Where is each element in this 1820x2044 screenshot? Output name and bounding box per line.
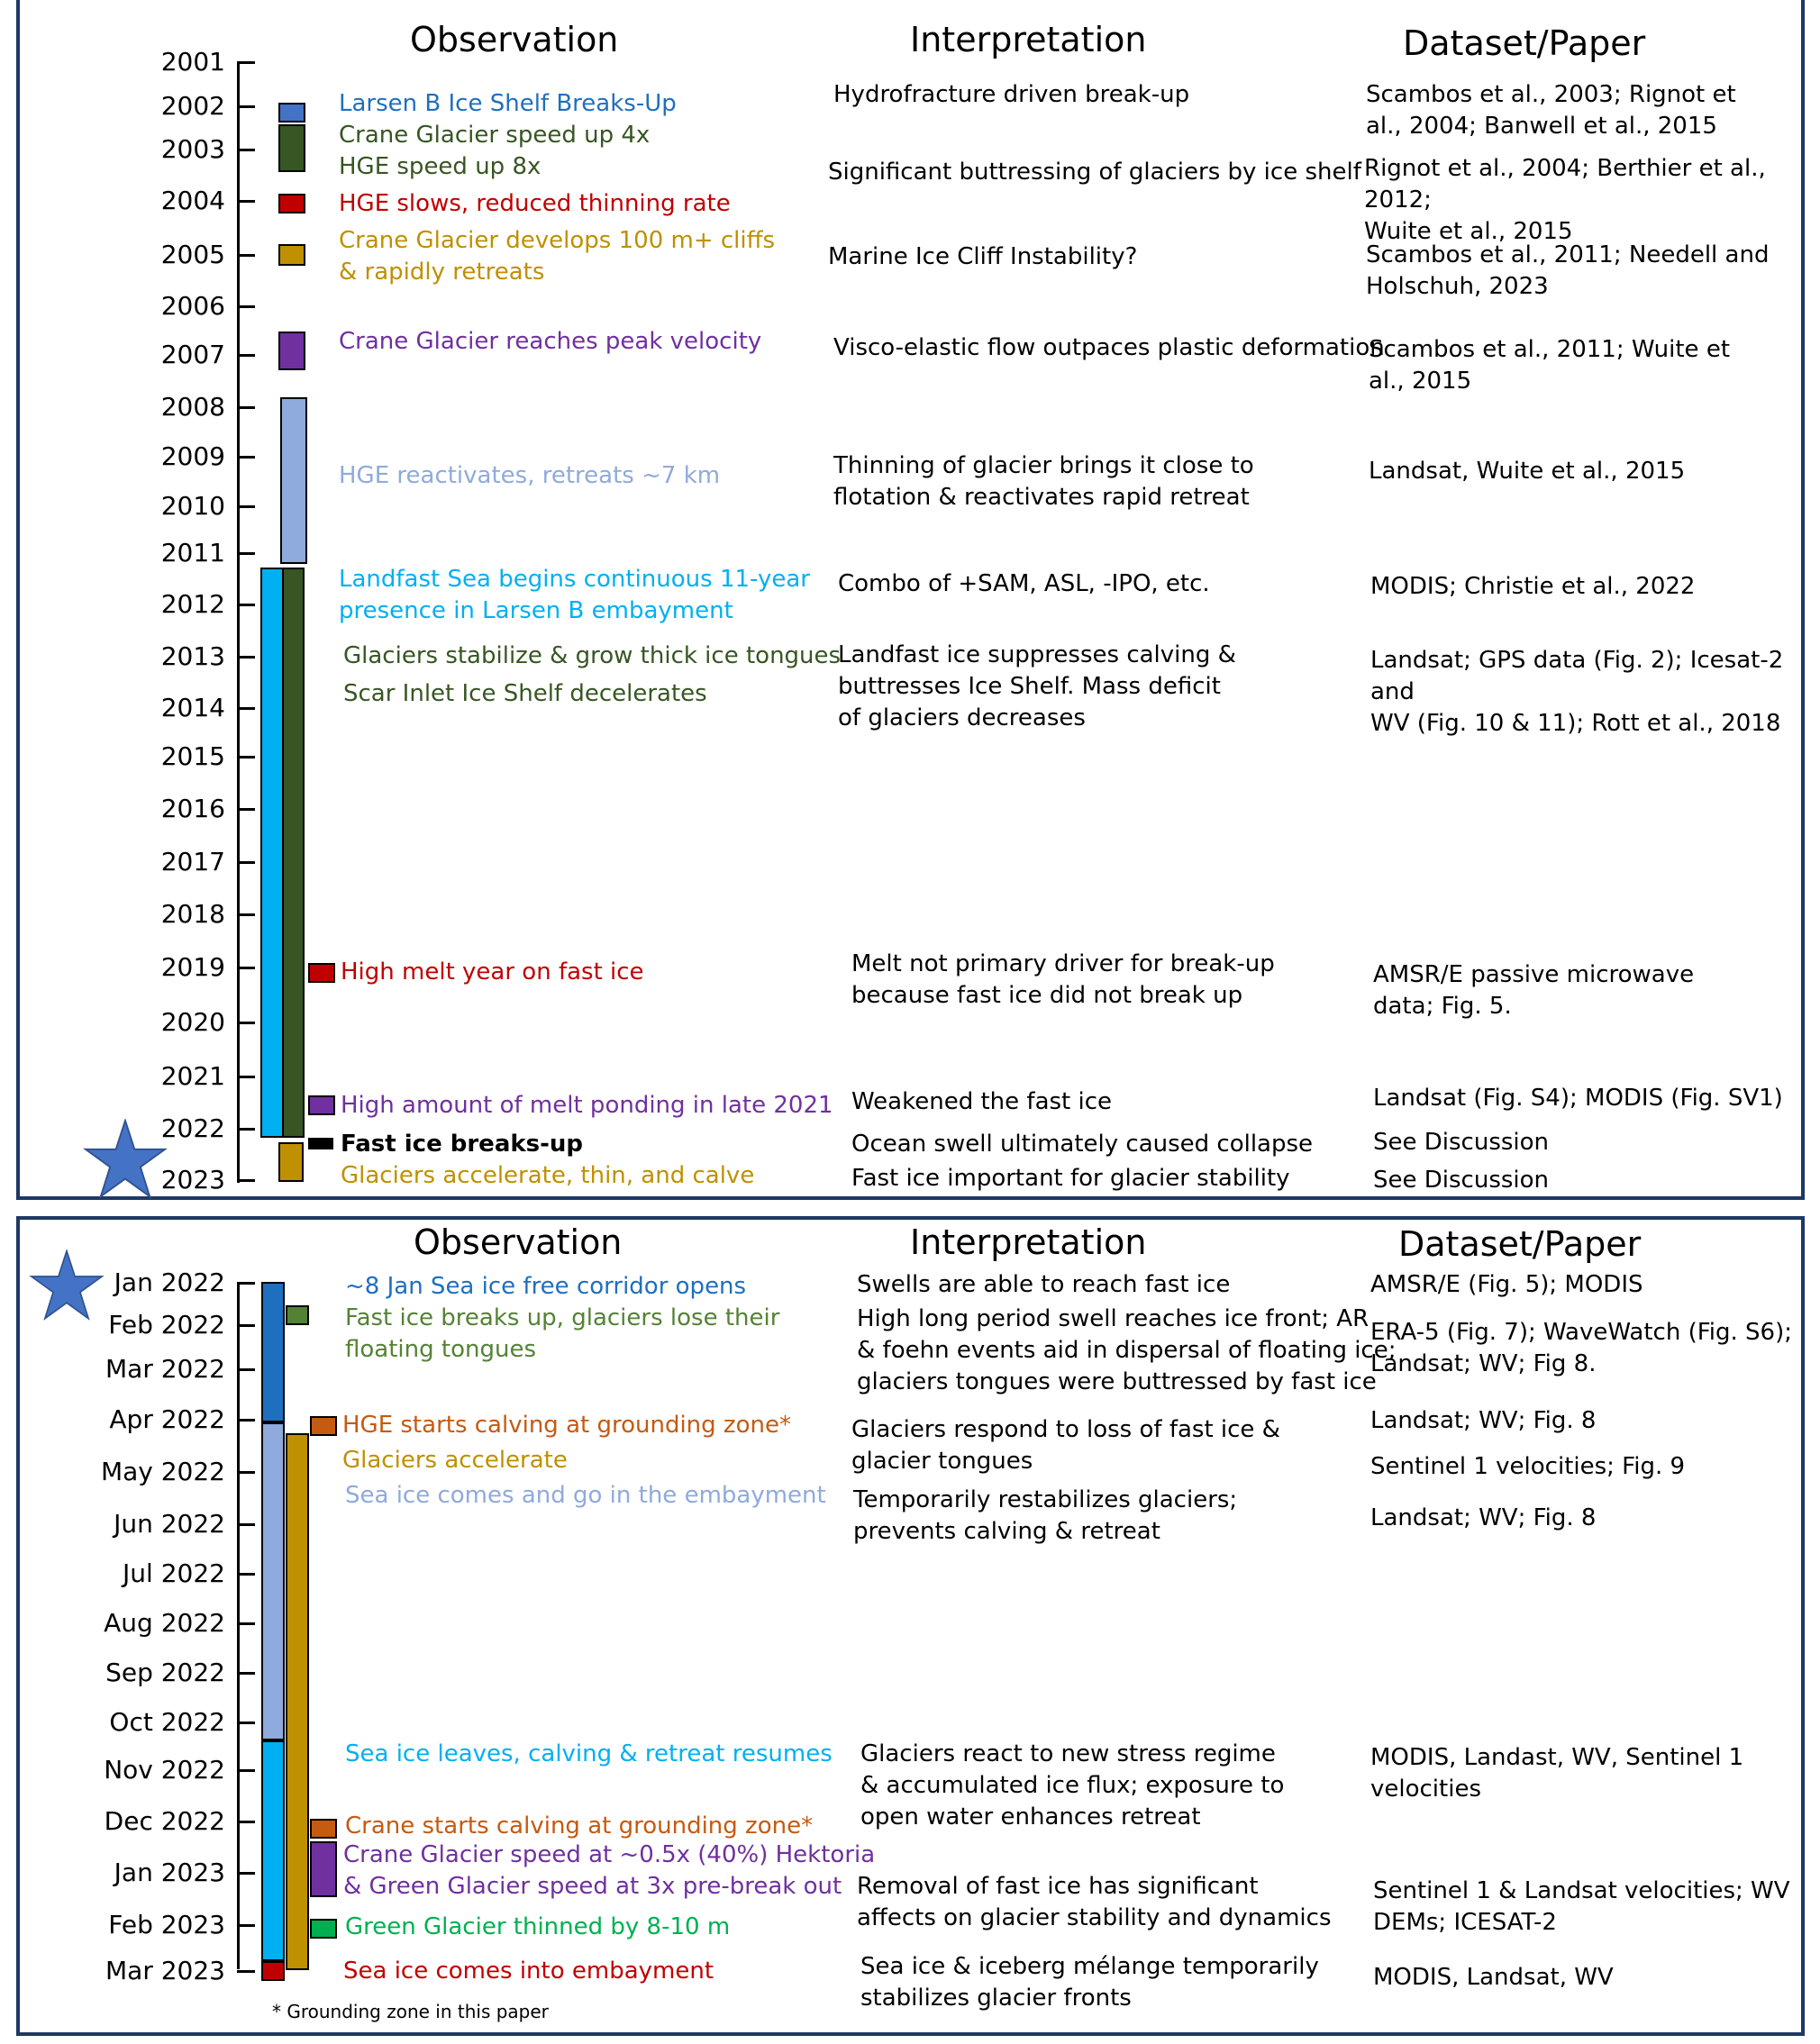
obs-crane-peak-velocity: Crane Glacier reaches peak velocity xyxy=(339,328,762,355)
year-axis-label: 2003 xyxy=(160,134,225,164)
month-axis-tick xyxy=(237,1419,255,1422)
month-axis-label: Aug 2022 xyxy=(104,1608,225,1638)
month-axis-tick xyxy=(237,1282,255,1285)
obs2-green-thinned: Green Glacier thinned by 8-10 m xyxy=(345,1913,731,1940)
year-axis-label: 2020 xyxy=(160,1007,225,1037)
interp-melt-not-driver: Melt not primary driver for break-up because fast ice did not break up xyxy=(851,950,1275,1009)
data-landsat-s4: Landsat (Fig. S4); MODIS (Fig. SV1) xyxy=(1373,1085,1783,1112)
bar-green-glacier-thinned xyxy=(310,1919,337,1939)
year-axis-label: 2023 xyxy=(160,1165,225,1195)
data-amsr-passive: AMSR/E passive microwave data; Fig. 5. xyxy=(1373,961,1695,1020)
month-axis-tick xyxy=(237,1622,255,1625)
data2-sentinel-landsat: Sentinel 1 & Landsat velocities; WV DEMs; ICESAT-2 xyxy=(1373,1877,1790,1936)
month-axis-label: Feb 2022 xyxy=(108,1310,225,1340)
year-axis-tick xyxy=(237,967,255,969)
year-axis-label: 2021 xyxy=(160,1061,225,1091)
year-axis-line xyxy=(237,61,240,1183)
header-interpretation-2: Interpretation xyxy=(910,1222,1147,1262)
year-axis-tick xyxy=(237,1076,255,1078)
year-axis-label: 2016 xyxy=(160,794,225,823)
month-axis-tick xyxy=(237,1970,255,1973)
bar-landfast-sea-ice xyxy=(260,568,285,1138)
month-axis-tick xyxy=(237,1573,255,1576)
year-axis-label: 2018 xyxy=(160,899,225,929)
header-observation-2: Observation xyxy=(414,1222,623,1262)
obs-hge-reactivates: HGE reactivates, retreats ~7 km xyxy=(339,462,721,489)
obs-glaciers-accelerate: Glaciers accelerate, thin, and calve xyxy=(341,1162,755,1189)
obs2-crane-speed: Crane Glacier speed at ~0.5x (40%) Hektoria & Green Glacier speed at 3x pre-break out xyxy=(343,1841,876,1900)
obs2-fast-ice-breaks: Fast ice breaks up, glaciers lose their floating tongues xyxy=(345,1304,780,1363)
year-axis-label: 2002 xyxy=(160,91,225,121)
month-axis-tick xyxy=(237,1722,255,1724)
obs-hge-speed-up: HGE speed up 8x xyxy=(339,153,541,180)
obs-crane-speed-up: Crane Glacier speed up 4x xyxy=(339,122,651,149)
bar-crane-speed xyxy=(310,1841,337,1897)
obs-high-melt-year: High melt year on fast ice xyxy=(341,958,644,986)
obs-glaciers-stabilize: Glaciers stabilize & grow thick ice tongues xyxy=(343,642,842,669)
month-axis-tick xyxy=(237,1924,255,1927)
year-axis-tick xyxy=(237,552,255,555)
month-axis-label: May 2022 xyxy=(100,1457,225,1486)
interp-hydrofracture: Hydrofracture driven break-up xyxy=(833,81,1190,108)
month-axis-label: Feb 2023 xyxy=(108,1910,225,1940)
bar-hge-reactivates xyxy=(280,397,307,564)
obs-melt-ponding: High amount of melt ponding in late 2021 xyxy=(341,1092,833,1119)
footnote-grounding-zone: * Grounding zone in this paper xyxy=(272,2001,549,2022)
year-axis-tick xyxy=(237,406,255,409)
data2-modis-landsat-wv: MODIS, Landsat, WV xyxy=(1373,1964,1614,1991)
year-axis-label: 2013 xyxy=(160,641,225,671)
bar-hge-slows xyxy=(278,194,305,213)
year-axis-tick xyxy=(237,656,255,659)
obs2-glaciers-accelerate: Glaciers accelerate xyxy=(342,1447,568,1474)
year-axis-label: 2004 xyxy=(160,186,225,215)
year-axis-label: 2006 xyxy=(160,291,225,321)
data2-amsr: AMSR/E (Fig. 5); MODIS xyxy=(1370,1271,1643,1298)
year-axis-tick xyxy=(237,505,255,508)
bar-sea-ice-returns xyxy=(261,1961,285,1981)
bar-melt-ponding xyxy=(308,1095,335,1115)
interp-thinning: Thinning of glacier brings it close to flotation & reactivates rapid retreat xyxy=(833,452,1254,511)
interp-fast-ice-important: Fast ice important for glacier stability xyxy=(851,1165,1290,1192)
month-axis-tick xyxy=(237,1872,255,1875)
data-modis-christie: MODIS; Christie et al., 2022 xyxy=(1370,573,1696,600)
year-axis-label: 2010 xyxy=(160,491,225,521)
bar-crane-cliffs xyxy=(278,244,305,266)
year-axis-label: 2001 xyxy=(160,47,225,77)
year-axis-label: 2007 xyxy=(160,340,225,369)
data-scambos-2003: Scambos et al., 2003; Rignot et al., 2004; Banwell et al., 2015 xyxy=(1366,81,1736,140)
interp-visco-elastic: Visco-elastic flow outpaces plastic deformation xyxy=(833,334,1385,361)
year-axis-tick xyxy=(237,808,255,811)
interp-buttressing: Significant buttressing of glaciers by ice shelf xyxy=(828,159,1361,186)
month-axis-label: Sep 2022 xyxy=(105,1658,225,1687)
bar-fast-ice-breakup xyxy=(308,1138,333,1149)
bar-sea-ice-free-corridor xyxy=(261,1282,285,1422)
obs2-crane-calving: Crane starts calving at grounding zone* xyxy=(345,1812,814,1840)
year-axis-label: 2009 xyxy=(160,441,225,471)
obs2-corridor-opens: ~8 Jan Sea ice free corridor opens xyxy=(345,1273,747,1300)
header-interpretation: Interpretation xyxy=(910,20,1147,59)
year-axis-label: 2005 xyxy=(160,240,225,269)
month-axis-label: Jun 2022 xyxy=(114,1509,225,1539)
bar-larsen-b-breakup xyxy=(278,103,305,123)
year-axis-label: 2011 xyxy=(160,538,225,568)
interp-combo: Combo of +SAM, ASL, -IPO, etc. xyxy=(838,570,1210,597)
month-axis-label: Jan 2023 xyxy=(114,1858,225,1887)
month-axis-line xyxy=(237,1282,240,1969)
year-axis-tick xyxy=(237,861,255,864)
year-axis-tick xyxy=(237,200,255,203)
obs-larsen-b-breakup: Larsen B Ice Shelf Breaks-Up xyxy=(339,90,677,117)
interp-landfast-suppresses: Landfast ice suppresses calving & buttresses Ice Shelf. Mass deficit of glaciers decreases xyxy=(838,641,1236,731)
interp2-restabilizes: Temporarily restabilizes glaciers; prevents calving & retreat xyxy=(853,1486,1238,1545)
interp2-glaciers-respond: Glaciers respond to loss of fast ice & glacier tongues xyxy=(851,1416,1280,1475)
bar-glaciers-accelerate xyxy=(278,1142,304,1182)
month-axis-tick xyxy=(237,1821,255,1823)
year-axis-tick xyxy=(237,1179,255,1182)
obs-crane-cliffs: Crane Glacier develops 100 m+ cliffs & rapidly retreats xyxy=(339,227,776,286)
bar-crane-peak-velocity xyxy=(278,332,305,370)
year-axis-tick xyxy=(237,707,255,710)
interp2-long-period-swell: High long period swell reaches ice front; AR & foehn events aid in dispersal of floating ice; glaciers tongues were buttressed by fast ice xyxy=(857,1305,1397,1395)
year-axis-tick xyxy=(237,913,255,916)
month-axis-tick xyxy=(237,1672,255,1675)
month-axis-tick xyxy=(237,1471,255,1474)
interp2-removal: Removal of fast ice has significant affects on glacier stability and dynamics xyxy=(857,1873,1332,1931)
year-axis-label: 2014 xyxy=(160,693,225,722)
header-dataset-2: Dataset/Paper xyxy=(1398,1224,1642,1264)
year-axis-tick xyxy=(237,149,255,151)
data-landsat-gps: Landsat; GPS data (Fig. 2); Icesat-2 and WV (Fig. 10 & 11); Rott et al., 2018 xyxy=(1370,647,1784,737)
star-icon xyxy=(29,1249,105,1322)
star-icon xyxy=(83,1119,168,1200)
interp-weakened: Weakened the fast ice xyxy=(851,1088,1113,1115)
data-scambos-2011-wuite: Scambos et al., 2011; Wuite et al., 2015 xyxy=(1369,336,1731,395)
month-axis-label: Jan 2022 xyxy=(114,1267,225,1297)
bar-glaciers-stabilize xyxy=(282,568,305,1138)
year-axis-tick xyxy=(237,354,255,357)
year-axis-tick xyxy=(237,604,255,606)
interp2-melange: Sea ice & iceberg mélange temporarily stabilizes glacier fronts xyxy=(860,1953,1319,2012)
year-axis-tick xyxy=(237,105,255,108)
bar-fast-ice-breaks-up xyxy=(286,1305,309,1325)
bar-high-melt-year xyxy=(308,963,335,983)
year-axis-label: 2015 xyxy=(160,741,225,771)
obs-fast-ice-breakup: Fast ice breaks-up xyxy=(341,1131,584,1158)
obs-scar-inlet: Scar Inlet Ice Shelf decelerates xyxy=(343,680,707,707)
obs2-hge-calving: HGE starts calving at grounding zone* xyxy=(342,1412,791,1439)
month-axis-label: Mar 2022 xyxy=(105,1354,225,1384)
year-axis-tick xyxy=(237,305,255,308)
interp-mici: Marine Ice Cliff Instability? xyxy=(828,243,1138,270)
data-see-discussion-2: See Discussion xyxy=(1373,1167,1550,1194)
year-axis-tick xyxy=(237,254,255,257)
month-axis-label: Nov 2022 xyxy=(104,1755,225,1785)
month-axis-label: Mar 2023 xyxy=(105,1956,225,1985)
header-observation: Observation xyxy=(410,20,619,59)
year-axis-label: 2019 xyxy=(160,952,225,982)
month-axis-label: Apr 2022 xyxy=(109,1404,225,1434)
header-dataset: Dataset/Paper xyxy=(1403,23,1646,63)
year-axis-tick xyxy=(237,1128,255,1131)
obs2-sea-ice-returns: Sea ice comes into embayment xyxy=(343,1958,714,1985)
obs2-sea-ice-leaves: Sea ice leaves, calving & retreat resumes xyxy=(345,1740,833,1767)
month-axis-tick xyxy=(237,1324,255,1327)
year-axis-label: 2017 xyxy=(160,847,225,877)
year-axis-label: 2022 xyxy=(160,1113,225,1143)
bar-sea-ice-leaves xyxy=(261,1740,285,1961)
bar-crane-calving xyxy=(310,1819,337,1839)
data2-era5: ERA-5 (Fig. 7); WaveWatch (Fig. S6); Landsat; WV; Fig 8. xyxy=(1370,1319,1792,1377)
year-axis-tick xyxy=(237,1022,255,1024)
month-axis-label: Jul 2022 xyxy=(123,1558,225,1588)
interp2-new-stress: Glaciers react to new stress regime & accumulated ice flux; exposure to open water enhances retreat xyxy=(860,1740,1285,1831)
interp-ocean-swell: Ocean swell ultimately caused collapse xyxy=(851,1131,1314,1158)
bar-sea-ice-comes-go xyxy=(261,1422,285,1740)
bar-hge-calving xyxy=(310,1416,337,1436)
month-axis-tick xyxy=(237,1368,255,1371)
year-axis-label: 2012 xyxy=(160,589,225,619)
month-axis-tick xyxy=(237,1769,255,1772)
obs-landfast-sea-ice: Landfast Sea begins continuous 11-year presence in Larsen B embayment xyxy=(339,566,810,624)
data-scambos-2011-needell: Scambos et al., 2011; Needell and Holschuh, 2023 xyxy=(1366,241,1770,300)
obs2-sea-ice-comes-go: Sea ice comes and go in the embayment xyxy=(345,1482,826,1509)
data-see-discussion-1: See Discussion xyxy=(1373,1129,1550,1156)
bar-speed-up xyxy=(278,124,305,172)
data2-sentinel1: Sentinel 1 velocities; Fig. 9 xyxy=(1370,1453,1686,1480)
year-axis-label: 2008 xyxy=(160,392,225,422)
year-axis-tick xyxy=(237,61,255,64)
month-axis-tick xyxy=(237,1523,255,1526)
year-axis-tick xyxy=(237,756,255,759)
data2-modis-sentinel: MODIS, Landast, WV, Sentinel 1 velocities xyxy=(1370,1744,1744,1803)
year-axis-tick xyxy=(237,456,255,459)
data-rignot-2004: Rignot et al., 2004; Berthier et al., 2012; Wuite et al., 2015 xyxy=(1364,155,1766,245)
month-axis-label: Oct 2022 xyxy=(109,1707,225,1737)
data2-landsat-wv-1: Landsat; WV; Fig. 8 xyxy=(1370,1407,1597,1434)
data2-landsat-wv-2: Landsat; WV; Fig. 8 xyxy=(1370,1504,1597,1531)
data-landsat-wuite: Landsat, Wuite et al., 2015 xyxy=(1369,458,1686,485)
obs-hge-slows: HGE slows, reduced thinning rate xyxy=(339,190,731,217)
month-axis-label: Dec 2022 xyxy=(104,1806,225,1836)
bar-glaciers-accelerate-2 xyxy=(286,1433,309,1970)
interp2-swells: Swells are able to reach fast ice xyxy=(857,1271,1231,1298)
